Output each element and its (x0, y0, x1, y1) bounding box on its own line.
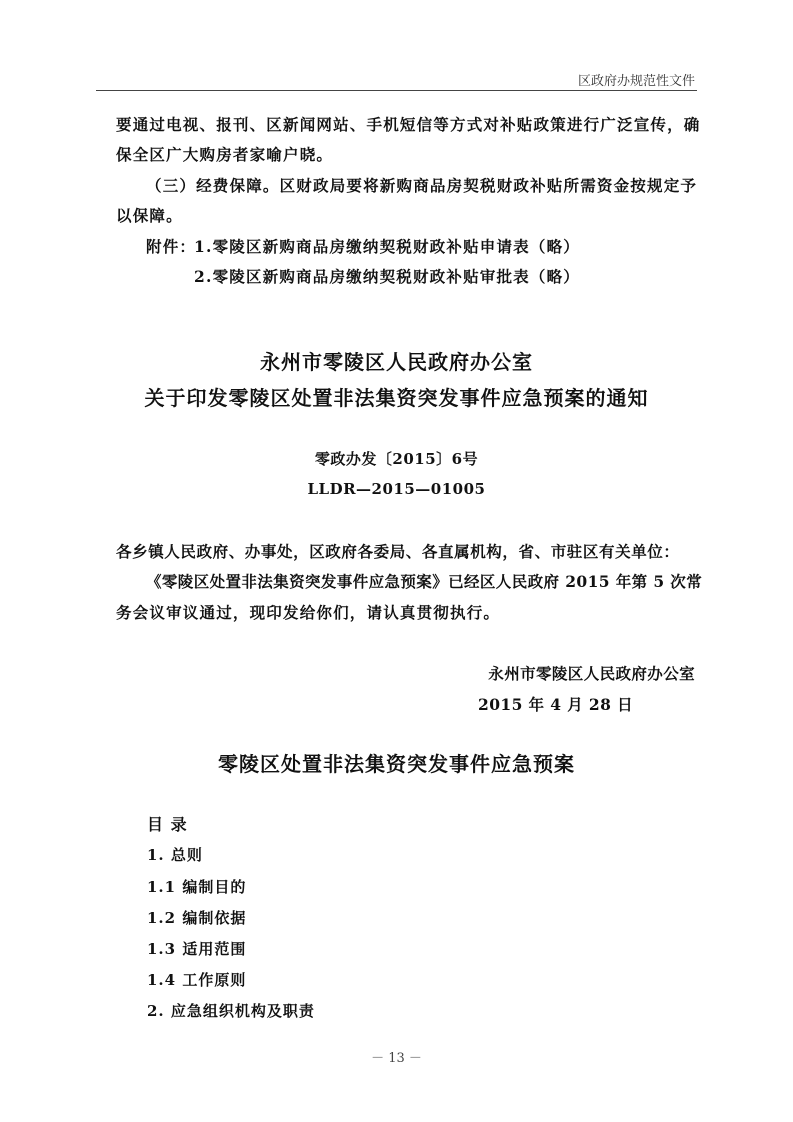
toc-item: 1.3 适用范围 (147, 940, 247, 958)
header-label: 区政府办规范性文件 (577, 74, 695, 89)
plan-title: 零陵区处置非法集资突发事件应急预案 (218, 752, 575, 776)
notice-body-line: 《零陵区处置非法集资突发事件应急预案》已经区人民政府 2015 年第 5 次常 (146, 572, 703, 591)
attachment-label: 附件： (146, 237, 197, 256)
header-divider (96, 90, 697, 91)
issuer: 永州市零陵区人民政府办公室 (488, 664, 695, 683)
toc-item: 1.2 编制依据 (147, 909, 247, 927)
paragraph-line: 以保障。 (116, 206, 183, 225)
issue-date: 2015 年 4 月 28 日 (478, 695, 633, 714)
notice-title-line1: 永州市零陵区人民政府办公室 (260, 350, 533, 374)
registration-code: LLDR—2015—01005 (307, 480, 486, 498)
attachment-item: 1.零陵区新购商品房缴纳契税财政补贴申请表（略） (194, 237, 580, 256)
attachment-item: 2.零陵区新购商品房缴纳契税财政补贴审批表（略） (194, 267, 580, 286)
toc-item: 1. 总则 (147, 846, 203, 864)
toc-item: 1.4 工作原则 (147, 971, 247, 989)
toc-heading: 目 录 (147, 815, 188, 834)
toc-item: 1.1 编制目的 (147, 878, 247, 896)
paragraph-line: 保全区广大购房者家喻户晓。 (116, 145, 334, 164)
toc-item: 2. 应急组织机构及职责 (147, 1002, 315, 1020)
paragraph-line: （三）经费保障。区财政局要将新购商品房契税财政补贴所需资金按规定予 (146, 176, 698, 195)
addressees: 各乡镇人民政府、办事处，区政府各委局、各直属机构，省、市驻区有关单位： (116, 542, 680, 561)
document-number: 零政办发〔2015〕6号 (314, 450, 479, 468)
notice-title-line2: 关于印发零陵区处置非法集资突发事件应急预案的通知 (144, 386, 649, 410)
notice-body-line: 务会议审议通过，现印发给你们，请认真贯彻执行。 (116, 603, 501, 622)
paragraph-line: 要通过电视、报刊、区新闻网站、手机短信等方式对补贴政策进行广泛宣传，确 (116, 115, 701, 134)
page-number: － 13 － (371, 1051, 422, 1066)
